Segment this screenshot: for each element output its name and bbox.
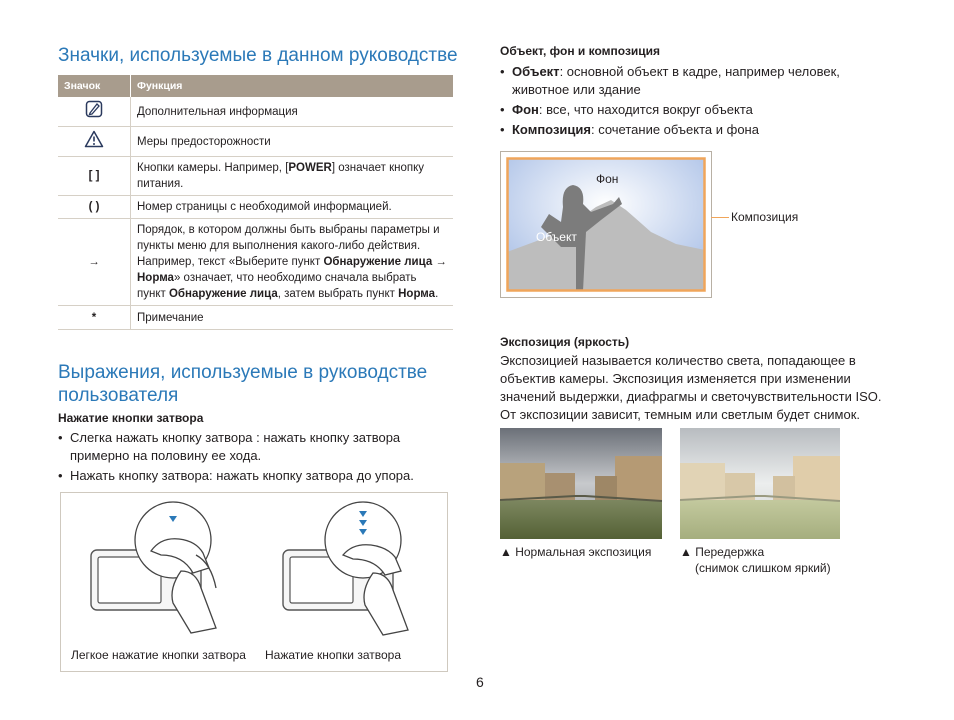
expressions-section-title: Выражения, используемые в руководстве пользователя — [58, 362, 428, 406]
table-row — [58, 306, 453, 330]
composition-list — [500, 63, 890, 139]
exposure-heading: Экспозиция (яркость) — [500, 335, 630, 349]
note-icon — [58, 97, 131, 127]
table-row — [58, 157, 453, 196]
table-row — [58, 196, 453, 219]
composition-leader-line — [711, 217, 729, 218]
arrow-symbol: → — [58, 219, 131, 306]
warning-icon — [58, 127, 131, 157]
list-item: • Объект: основной объект в кадре, например человек, животное или здание — [500, 63, 890, 99]
composition-label: Композиция — [731, 210, 799, 224]
table-row — [58, 127, 453, 157]
half-press-caption: Легкое нажатие кнопки затвора — [71, 648, 246, 662]
table-row — [58, 219, 453, 306]
table-cell-function: Дополнительная информация — [131, 97, 454, 127]
overexposed-photo — [680, 428, 840, 539]
full-press-caption: Нажатие кнопки затвора — [265, 648, 401, 662]
col-function-header: Функция — [131, 75, 454, 97]
parenthesis-symbol: ( ) — [58, 196, 131, 219]
normal-exposure-caption: ▲ Нормальная экспозиция — [500, 545, 652, 559]
col-icon-header: Значок — [58, 75, 131, 97]
overexposure-caption: ▲ Передержка — [680, 545, 765, 559]
table-row — [58, 97, 453, 127]
table-cell-function: Номер страницы с необходимой информацией. — [131, 196, 454, 219]
exposure-text: Экспозицией называется количество света, попадающее в объектив камеры. Экспозиция изменяется при изменении значений выдержки, диафрагмы и светочувствительности ISO. От экспозиции зависит, темным или светлым будет снимок. — [500, 353, 882, 422]
normal-exposure-photo — [500, 428, 662, 539]
overexposure-caption-detail: (снимок слишком яркий) — [695, 561, 831, 575]
background-label: Фон — [596, 172, 619, 186]
shutter-bullets — [58, 429, 438, 485]
list-item: • Слегка нажать кнопку затвора : нажать кнопку затвора примерно на половину ее хода. — [58, 429, 438, 465]
list-item: • Композиция: сочетание объекта и фона — [500, 121, 890, 139]
icons-table — [58, 75, 453, 330]
list-item: • Фон: все, что находится вокруг объекта — [500, 101, 890, 119]
page-number: 6 — [476, 674, 484, 690]
asterisk-symbol: * — [58, 306, 131, 330]
half-press-illustration — [61, 493, 447, 643]
icons-section-title: Значки, используемые в данном руководстве — [58, 45, 458, 66]
table-cell-function: Кнопки камеры. Например, [POWER] означает кнопку питания. — [131, 157, 454, 196]
table-cell-function: Порядок, в котором должны быть выбраны параметры и пункты меню для выполнения какого-либо действия. Например, текст «Выберите пункт Обнаружение лица → Норма» означает, что необходимо сначала выбрать пункт Обнаружение лица, затем выбрать пункт Норма. — [131, 219, 454, 306]
list-item: • Нажать кнопку затвора: нажать кнопку затвора до упора. — [58, 467, 438, 485]
composition-illustration — [500, 151, 712, 298]
table-cell-function: Примечание — [131, 306, 454, 330]
subject-label: Объект — [536, 230, 577, 244]
shutter-heading: Нажатие кнопки затвора — [58, 411, 204, 425]
bracket-symbol: [ ] — [58, 157, 131, 196]
table-cell-function: Меры предосторожности — [131, 127, 454, 157]
shutter-illustration-frame — [60, 492, 448, 672]
composition-heading: Объект, фон и композиция — [500, 44, 661, 58]
